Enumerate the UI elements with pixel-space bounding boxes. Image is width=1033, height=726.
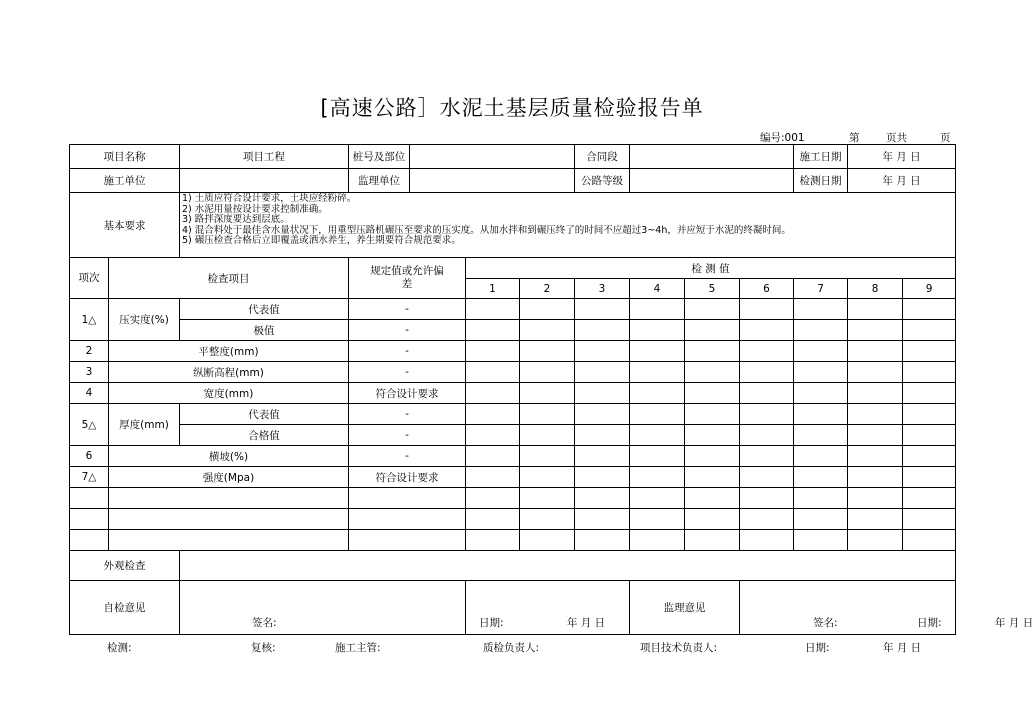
road-grade-label: 公路等级 — [575, 169, 630, 193]
footer-inspector: 检测: — [107, 642, 132, 654]
row-spec: - — [349, 341, 466, 362]
value-cell[interactable] — [794, 362, 848, 383]
value-cell[interactable] — [466, 404, 520, 425]
value-cell[interactable] — [903, 341, 956, 362]
value-cell[interactable] — [848, 320, 903, 341]
footer-site-manager: 施工主管: — [335, 642, 381, 654]
requirement-item: 5) 碾压检查合格后立即覆盖或洒水养生，养生期要符合规范要求。 — [182, 235, 461, 247]
value-cell[interactable] — [685, 425, 740, 446]
basic-requirements-label: 基本要求 — [70, 193, 180, 258]
value-cell[interactable] — [848, 530, 903, 551]
value-cell[interactable] — [903, 446, 956, 467]
value-cell[interactable] — [848, 362, 903, 383]
supervisor-value[interactable] — [410, 169, 575, 193]
value-cell[interactable] — [794, 530, 848, 551]
value-cell[interactable] — [740, 341, 794, 362]
row-seq: 2 — [70, 341, 109, 362]
value-cell[interactable] — [685, 446, 740, 467]
value-cell[interactable] — [685, 488, 740, 509]
value-cell[interactable] — [630, 467, 685, 488]
value-cell[interactable] — [794, 404, 848, 425]
value-cell[interactable] — [520, 509, 575, 530]
row-subitem: 代表值 — [180, 404, 349, 425]
empty-cell[interactable] — [109, 488, 349, 509]
supervision-date-value: 年 月 日 — [995, 617, 1033, 629]
value-cell[interactable] — [466, 425, 520, 446]
value-cell[interactable] — [794, 488, 848, 509]
footer-reviewer: 复核: — [251, 642, 276, 654]
value-cell[interactable] — [848, 425, 903, 446]
value-cell[interactable] — [630, 530, 685, 551]
page-title: [高速公路］水泥土基层质量检验报告单 — [320, 96, 704, 120]
measure-col-4: 4 — [630, 279, 685, 299]
value-cell[interactable] — [520, 320, 575, 341]
measure-col-5: 5 — [685, 279, 740, 299]
empty-cell[interactable] — [70, 509, 109, 530]
value-cell[interactable] — [848, 488, 903, 509]
contractor-value[interactable] — [180, 169, 349, 193]
contract-label: 合同段 — [575, 145, 630, 169]
value-cell[interactable] — [685, 320, 740, 341]
row-seq: 5△ — [70, 404, 109, 446]
construction-date-value[interactable]: 年 月 日 — [848, 145, 956, 169]
value-cell[interactable] — [575, 467, 630, 488]
contractor-label: 施工单位 — [70, 169, 180, 193]
value-cell[interactable] — [794, 320, 848, 341]
value-cell[interactable] — [520, 383, 575, 404]
project-name-label: 项目名称 — [70, 145, 180, 169]
footer-date-value: 年 月 日 — [883, 642, 922, 654]
value-cell[interactable] — [903, 425, 956, 446]
value-cell[interactable] — [903, 320, 956, 341]
value-cell[interactable] — [630, 509, 685, 530]
value-cell[interactable] — [575, 446, 630, 467]
row-item: 横坡(%) — [109, 446, 349, 467]
value-cell[interactable] — [685, 509, 740, 530]
self-check-sign-label: 签名: — [252, 617, 277, 629]
value-cell[interactable] — [903, 509, 956, 530]
self-check-date-value: 年 月 日 — [567, 617, 606, 629]
footer-tech-lead: 项目技术负责人: — [640, 642, 718, 654]
value-cell[interactable] — [903, 362, 956, 383]
value-cell[interactable] — [903, 488, 956, 509]
value-cell[interactable] — [630, 383, 685, 404]
row-spec: - — [349, 362, 466, 383]
value-cell[interactable] — [848, 509, 903, 530]
row-seq: 7△ — [70, 467, 109, 488]
value-cell[interactable] — [740, 362, 794, 383]
row-subitem: 合格值 — [180, 425, 349, 446]
value-cell[interactable] — [794, 509, 848, 530]
footer-date-label: 日期: — [805, 642, 830, 654]
measure-col-3: 3 — [575, 279, 630, 299]
empty-cell[interactable] — [349, 488, 466, 509]
row-spec: - — [349, 446, 466, 467]
value-cell[interactable] — [630, 320, 685, 341]
contract-value[interactable] — [630, 145, 794, 169]
value-cell[interactable] — [575, 341, 630, 362]
value-cell[interactable] — [575, 488, 630, 509]
empty-cell[interactable] — [70, 530, 109, 551]
value-cell[interactable] — [903, 467, 956, 488]
value-cell[interactable] — [575, 425, 630, 446]
row-item: 强度(Mpa) — [109, 467, 349, 488]
value-cell[interactable] — [466, 299, 520, 320]
appearance-value[interactable] — [180, 551, 956, 581]
row-spec: - — [349, 404, 466, 425]
self-check-label: 自检意见 — [70, 581, 180, 635]
self-check-date-field[interactable] — [466, 581, 630, 635]
value-cell[interactable] — [575, 383, 630, 404]
supervision-label: 监理意见 — [630, 581, 740, 635]
row-spec: 符合设计要求 — [349, 383, 466, 404]
value-cell[interactable] — [685, 404, 740, 425]
value-cell[interactable] — [575, 362, 630, 383]
value-cell[interactable] — [848, 404, 903, 425]
value-cell[interactable] — [740, 320, 794, 341]
project-name-value[interactable]: 项目工程 — [180, 145, 349, 169]
value-cell[interactable] — [575, 404, 630, 425]
value-cell[interactable] — [740, 446, 794, 467]
row-subitem: 代表值 — [180, 299, 349, 320]
row-item: 厚度(mm) — [109, 404, 180, 446]
value-cell[interactable] — [630, 341, 685, 362]
value-cell[interactable] — [520, 530, 575, 551]
row-spec: - — [349, 299, 466, 320]
station-label: 桩号及部位 — [349, 145, 410, 169]
empty-cell[interactable] — [109, 509, 349, 530]
measure-col-1: 1 — [466, 279, 520, 299]
value-cell[interactable] — [848, 467, 903, 488]
value-cell[interactable] — [903, 299, 956, 320]
value-cell[interactable] — [848, 383, 903, 404]
inspection-form — [69, 144, 1033, 635]
page-mid: 页共 — [886, 132, 907, 144]
item-header: 检查项目 — [109, 258, 349, 299]
empty-cell[interactable] — [349, 530, 466, 551]
row-seq: 4 — [70, 383, 109, 404]
value-cell[interactable] — [630, 362, 685, 383]
measure-col-2: 2 — [520, 279, 575, 299]
value-cell[interactable] — [466, 467, 520, 488]
page-prefix: 第 — [849, 132, 860, 144]
supervisor-label: 监理单位 — [349, 169, 410, 193]
row-seq: 1△ — [70, 299, 109, 341]
supervision-sign-label: 签名: — [813, 617, 838, 629]
value-cell[interactable] — [520, 299, 575, 320]
requirement-item: 1) 土质应符合设计要求，土块应经粉碎。 — [182, 193, 357, 204]
value-cell[interactable] — [520, 446, 575, 467]
measure-col-6: 6 — [740, 279, 794, 299]
footer-qc-lead: 质检负责人: — [483, 642, 540, 654]
row-item: 纵断高程(mm) — [109, 362, 349, 383]
value-cell[interactable] — [466, 446, 520, 467]
value-cell[interactable] — [466, 383, 520, 404]
requirement-item: 4) 混合料处于最佳含水量状况下，用重型压路机碾压至要求的压实度。从加水拌和到碾压终了的时间不应超过3~4h，并应短于水泥的终凝时间。 — [182, 224, 791, 236]
value-cell[interactable] — [466, 320, 520, 341]
value-cell[interactable] — [520, 488, 575, 509]
value-cell[interactable] — [740, 299, 794, 320]
value-cell[interactable] — [520, 341, 575, 362]
measure-col-7: 7 — [794, 279, 848, 299]
value-cell[interactable] — [794, 446, 848, 467]
empty-cell[interactable] — [70, 488, 109, 509]
empty-cell[interactable] — [349, 509, 466, 530]
value-cell[interactable] — [794, 299, 848, 320]
value-cell[interactable] — [466, 530, 520, 551]
value-cell[interactable] — [575, 509, 630, 530]
value-cell[interactable] — [520, 467, 575, 488]
supervision-field[interactable] — [740, 581, 1033, 635]
construction-date-label: 施工日期 — [794, 145, 848, 169]
empty-cell[interactable] — [109, 530, 349, 551]
value-cell[interactable] — [575, 530, 630, 551]
appearance-label: 外观检查 — [70, 551, 180, 581]
road-grade-value[interactable] — [630, 169, 794, 193]
value-cell[interactable] — [848, 341, 903, 362]
value-cell[interactable] — [740, 383, 794, 404]
row-subitem: 极值 — [180, 320, 349, 341]
value-cell[interactable] — [740, 530, 794, 551]
value-cell[interactable] — [575, 320, 630, 341]
value-cell[interactable] — [685, 383, 740, 404]
value-cell[interactable] — [520, 362, 575, 383]
value-cell[interactable] — [575, 299, 630, 320]
row-seq: 6 — [70, 446, 109, 467]
value-cell[interactable] — [794, 341, 848, 362]
value-cell[interactable] — [903, 383, 956, 404]
seq-header: 项次 — [70, 258, 109, 299]
page-suffix: 页 — [940, 132, 951, 144]
measured-header: 检 测 值 — [466, 258, 956, 279]
self-check-field[interactable] — [180, 581, 466, 635]
self-check-date-label: 日期: — [479, 617, 504, 629]
value-cell[interactable] — [903, 530, 956, 551]
value-cell[interactable] — [685, 362, 740, 383]
measure-col-9: 9 — [903, 279, 956, 299]
value-cell[interactable] — [466, 488, 520, 509]
value-cell[interactable] — [794, 425, 848, 446]
row-item: 压实度(%) — [109, 299, 180, 341]
row-spec: - — [349, 425, 466, 446]
supervision-date-label: 日期: — [917, 617, 942, 629]
row-seq: 3 — [70, 362, 109, 383]
basic-requirements-text — [180, 193, 956, 258]
value-cell[interactable] — [794, 467, 848, 488]
value-cell[interactable] — [630, 299, 685, 320]
row-spec: 符合设计要求 — [349, 467, 466, 488]
value-cell[interactable] — [466, 341, 520, 362]
value-cell[interactable] — [630, 488, 685, 509]
value-cell[interactable] — [740, 509, 794, 530]
value-cell[interactable] — [466, 362, 520, 383]
serial-number: 编号:001 — [760, 132, 805, 144]
value-cell[interactable] — [848, 446, 903, 467]
value-cell[interactable] — [685, 530, 740, 551]
requirement-item: 3) 路拌深度要达到层底。 — [182, 214, 290, 226]
value-cell[interactable] — [520, 404, 575, 425]
value-cell[interactable] — [740, 488, 794, 509]
value-cell[interactable] — [903, 404, 956, 425]
requirement-item: 2) 水泥用量按设计要求控制准确。 — [182, 203, 328, 215]
value-cell[interactable] — [740, 425, 794, 446]
spec-header: 规定值或允许偏差 — [349, 258, 466, 299]
value-cell[interactable] — [630, 404, 685, 425]
value-cell[interactable] — [740, 467, 794, 488]
row-item: 宽度(mm) — [109, 383, 349, 404]
value-cell[interactable] — [740, 404, 794, 425]
value-cell[interactable] — [630, 425, 685, 446]
value-cell[interactable] — [520, 425, 575, 446]
value-cell[interactable] — [630, 446, 685, 467]
value-cell[interactable] — [685, 299, 740, 320]
value-cell[interactable] — [685, 341, 740, 362]
value-cell[interactable] — [848, 299, 903, 320]
value-cell[interactable] — [685, 467, 740, 488]
value-cell[interactable] — [466, 509, 520, 530]
row-item: 平整度(mm) — [109, 341, 349, 362]
station-value[interactable] — [410, 145, 575, 169]
value-cell[interactable] — [794, 383, 848, 404]
inspection-date-value[interactable]: 年 月 日 — [848, 169, 956, 193]
measure-col-8: 8 — [848, 279, 903, 299]
inspection-date-label: 检测日期 — [794, 169, 848, 193]
row-spec: - — [349, 320, 466, 341]
